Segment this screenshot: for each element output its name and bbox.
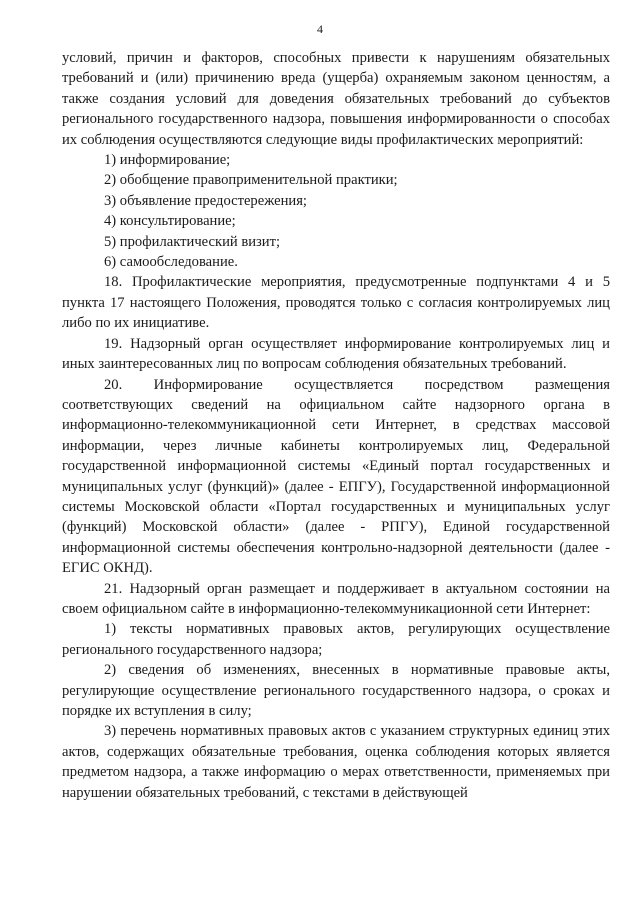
document-body	[62, 48, 610, 803]
paragraph-20: 20. Информирование осуществляется посредством размещения соответствующих сведений на официальном сайте надзорного органа в информационно-телекоммуникационной сети Интернет, в средствах массовой информации, через личные кабинеты контролируемых лиц, Федеральной государственной информационной системы «Единый портал государственных и муниципальных услуг (функций)» (далее - ЕПГУ), Государственной информационной системы Московской области «Портал государственных и муниципальных услуг (функций) Московской области» (далее - РПГУ), Единой государственной информационной системы обеспечения контрольно-надзорной деятельности (далее - ЕГИС ОКНД).	[62, 376, 610, 577]
prevention-type-item: 6) самообследование.	[104, 254, 238, 271]
intro-paragraph: условий, причин и факторов, способных привести к нарушениям обязательных требований и (или) причинению вреда (ущерба) охраняемым законом ценностям, а также создания условий для доведения обязательных требований до субъектов регионального государственного надзора, повышения информированности о способах их соблюдения осуществляются следующие виды профилактических мероприятий:	[62, 50, 610, 148]
prevention-type-item: 5) профилактический визит;	[104, 233, 281, 250]
prevention-type-item: 2) обобщение правоприменительной практики;	[104, 172, 398, 189]
paragraph-21: 21. Надзорный орган размещает и поддерживает в актуальном состоянии на своем официальном сайте в информационно-телекоммуникационной сети Интернет:	[62, 580, 610, 617]
site-content-item: 2) сведения об изменениях, внесенных в нормативные правовые акты, регулирующие осуществление регионального государственного надзора, о сроках и порядке их вступления в силу;	[62, 662, 610, 719]
paragraph-19: 19. Надзорный орган осуществляет информирование контролируемых лиц и иных заинтересованных лиц по вопросам соблюдения обязательных требований.	[62, 335, 610, 373]
prevention-type-item: 3) объявление предостережения;	[104, 192, 307, 209]
prevention-type-item: 4) консультирование;	[104, 213, 236, 230]
site-content-item: 1) тексты нормативных правовых актов, регулирующих осуществление регионального государственного надзора;	[62, 621, 610, 658]
paragraph-18: 18. Профилактические мероприятия, предусмотренные подпунктами 4 и 5 пункта 17 настоящего Положения, проводятся только с согласия контролируемых лиц либо по их инициативе.	[62, 274, 610, 332]
page-number: 4	[317, 22, 323, 36]
prevention-type-item: 1) информирование;	[104, 152, 231, 169]
site-content-item: 3) перечень нормативных правовых актов с указанием структурных единиц этих актов, содержащих обязательные требования, оценка соблюдения которых является предметом надзора, а также информацию о мерах ответственности, применяемых при нарушении обязательных требований, с текстами в действующей	[62, 723, 610, 801]
